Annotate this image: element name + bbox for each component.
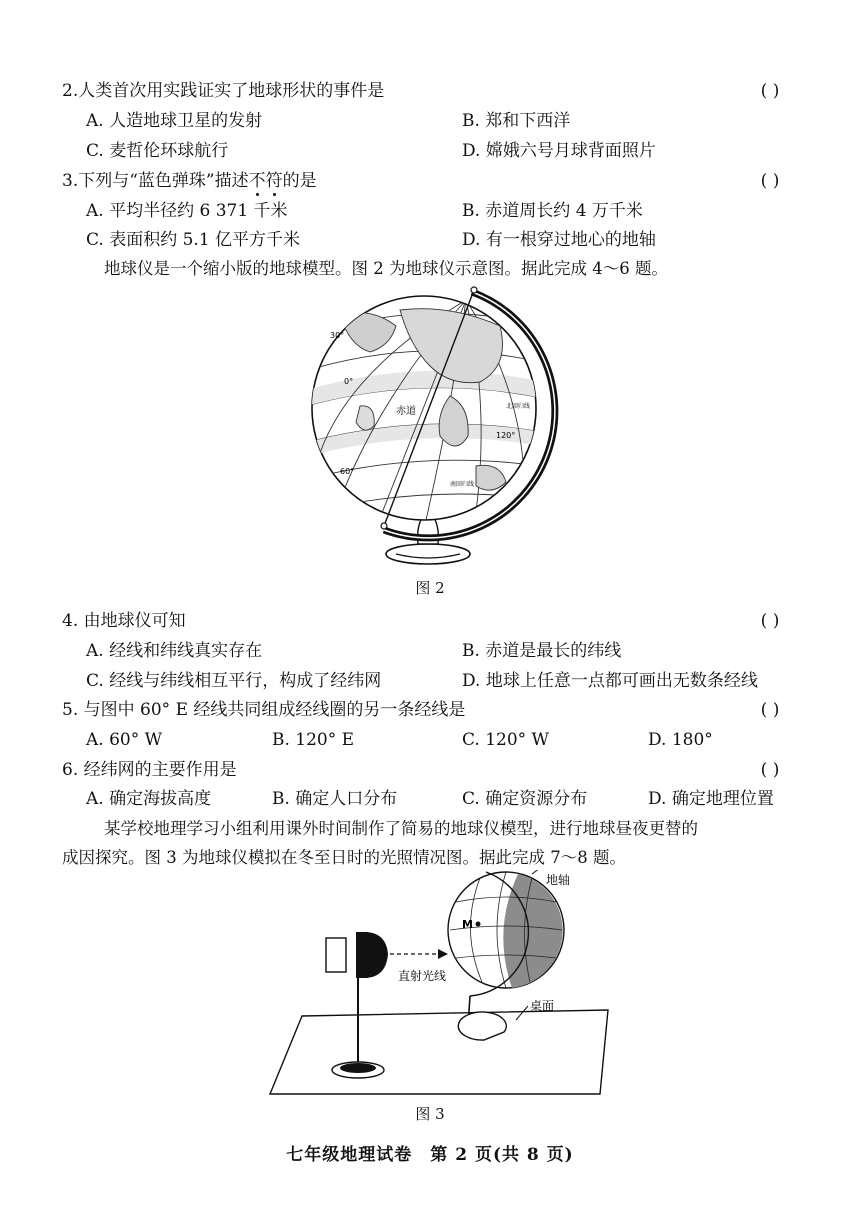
- intro-figure3-line2: 成因探究。图 3 为地球仪模拟在冬至日时的光照情况图。据此完成 7～8 题。: [62, 848, 626, 867]
- globe-label-tropic: 北回归线: [506, 403, 531, 410]
- label-light: 直射光线: [398, 969, 447, 983]
- q6-stem: 6. 经纬网的主要作用是: [62, 760, 237, 780]
- figure3-experiment-diagram: [260, 870, 620, 1100]
- q2-option-b[interactable]: B. 郑和下西洋: [462, 111, 571, 131]
- label-desk: 桌面: [530, 999, 555, 1013]
- q5-option-b[interactable]: B. 120° E: [272, 730, 355, 750]
- q3-option-c[interactable]: C. 表面积约 5.1 亿平方千米: [86, 230, 301, 250]
- globe-label-120: 120°: [496, 431, 516, 440]
- q3-stem-post: 的是: [282, 171, 317, 191]
- q6-option-b[interactable]: B. 确定人口分布: [272, 789, 398, 809]
- night-side: [503, 874, 562, 988]
- q4-answer-blank[interactable]: ( ): [760, 611, 780, 631]
- q5-option-a[interactable]: A. 60° W: [86, 730, 163, 750]
- globe-label-antarctic: 南回归线: [450, 481, 475, 488]
- label-axis: 地轴: [546, 873, 571, 887]
- q3-option-b[interactable]: B. 赤道周长约 4 万千米: [462, 201, 643, 221]
- q6-option-d[interactable]: D. 确定地理位置: [648, 789, 774, 809]
- q2-option-d[interactable]: D. 嫦娥六号月球背面照片: [462, 141, 656, 161]
- intro-figure2: 地球仪是一个缩小版的地球模型。图 2 为地球仪示意图。据此完成 4～6 题。: [104, 259, 668, 278]
- globe-label-equator: 赤道: [396, 406, 416, 417]
- desk-surface: [270, 1010, 608, 1094]
- globe-base: [386, 544, 470, 564]
- q2-answer-blank[interactable]: ( ): [760, 81, 780, 101]
- globe-label-60: 60°: [340, 467, 355, 476]
- q4-option-d[interactable]: D. 地球上任意一点都可画出无数条经线: [462, 671, 758, 691]
- q2-option-a[interactable]: A. 人造地球卫星的发射: [86, 111, 263, 131]
- q6-option-c[interactable]: C. 确定资源分布: [462, 789, 588, 809]
- q3-answer-blank[interactable]: ( ): [760, 171, 780, 191]
- intro-figure3-line1: 某学校地理学习小组利用课外时间制作了简易的地球仪模型，进行地球昼夜更替的: [104, 819, 698, 838]
- q5-option-c[interactable]: C. 120° W: [462, 730, 550, 750]
- q6-option-a[interactable]: A. 确定海拔高度: [86, 789, 212, 809]
- q6-answer-blank[interactable]: ( ): [760, 760, 780, 780]
- q3-stem-emphasis-2: 符: [265, 171, 283, 191]
- point-m: [476, 922, 481, 927]
- page-footer: 七年级地理试卷 第 2 页(共 8 页): [286, 1145, 574, 1165]
- q3-stem-emphasis-1: 不: [248, 171, 266, 191]
- figure2-caption: 图 2: [415, 579, 445, 597]
- q4-option-b[interactable]: B. 赤道是最长的纬线: [462, 641, 622, 661]
- q4-option-a[interactable]: A. 经线和纬线真实存在: [86, 641, 263, 661]
- q3-stem: [62, 170, 317, 192]
- lamp-neck: [326, 938, 346, 972]
- q5-stem: 5. 与图中 60° E 经线共同组成经线圈的另一条经线是: [62, 700, 466, 720]
- q4-option-c[interactable]: C. 经线与纬线相互平行，构成了经纬网: [86, 671, 382, 691]
- q3-stem-pre: 3.下列与“蓝色弹珠”描述: [62, 171, 249, 191]
- q4-stem: 4. 由地球仪可知: [62, 611, 186, 631]
- q3-option-a[interactable]: A. 平均半径约 6 371 千米: [86, 201, 288, 221]
- q3-option-d[interactable]: D. 有一根穿过地心的地轴: [462, 230, 656, 250]
- q2-option-c[interactable]: C. 麦哲伦环球航行: [86, 141, 229, 161]
- q5-answer-blank[interactable]: ( ): [760, 700, 780, 720]
- globe-label-0: 0°: [344, 377, 354, 386]
- figure2-globe-diagram: [300, 286, 560, 576]
- label-point-m: M: [462, 918, 473, 931]
- q5-option-d[interactable]: D. 180°: [648, 730, 713, 750]
- q2-stem: 2.人类首次用实践证实了地球形状的事件是: [62, 81, 385, 101]
- globe-label-30: 30°: [330, 331, 345, 340]
- figure3-caption: 图 3: [415, 1105, 445, 1123]
